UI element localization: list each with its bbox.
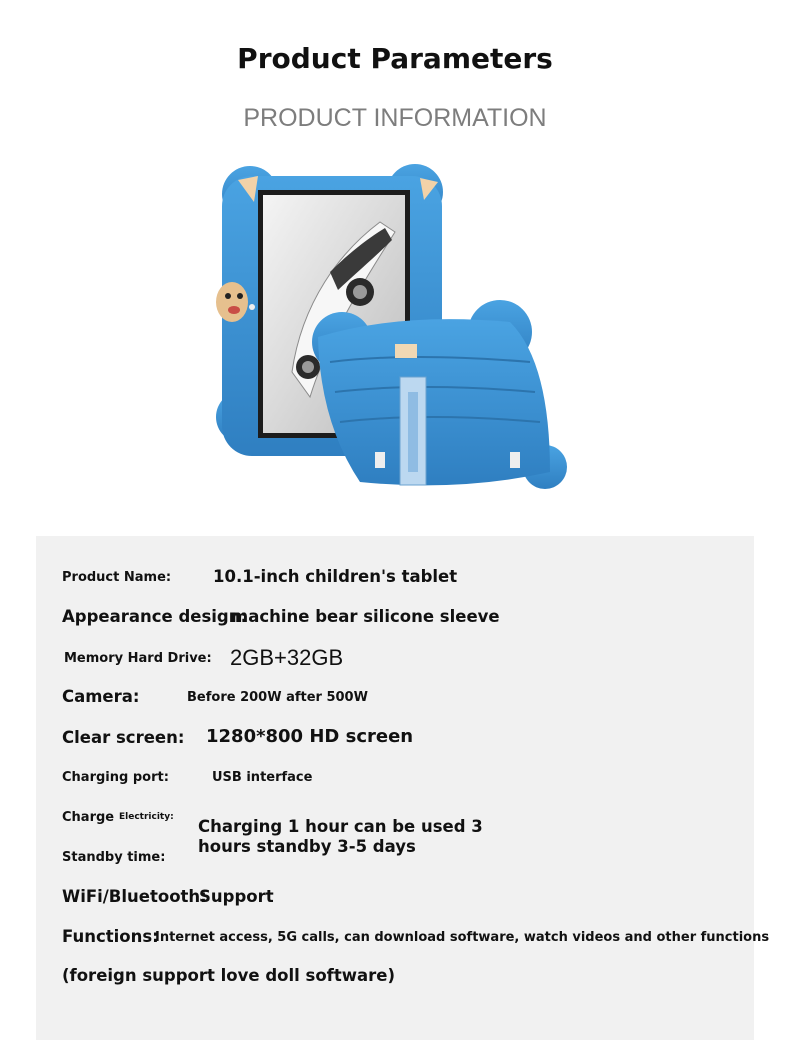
page-title: Product Parameters — [237, 42, 553, 75]
charging-port-value: USB interface — [212, 770, 313, 785]
appearance-value: machine bear silicone sleeve — [231, 607, 500, 626]
page-subtitle: PRODUCT INFORMATION — [243, 104, 547, 132]
wifi-value: Support — [199, 887, 274, 906]
product-name-label: Product Name: — [62, 570, 172, 585]
screen-value: 1280*800 HD screen — [206, 726, 414, 747]
standby-label: Standby time: — [62, 850, 166, 865]
memory-value: 2GB+32GB — [230, 645, 344, 670]
charge-value-line1: Charging 1 hour can be used 3 — [198, 817, 483, 836]
charge-value-line2: hours standby 3-5 days — [198, 837, 416, 856]
functions-label: Functions: — [62, 927, 159, 946]
back-sleeve — [312, 300, 567, 489]
product-name-value: 10.1-inch children's tablet — [213, 567, 458, 586]
appearance-label: Appearance design: — [62, 607, 248, 626]
functions-value: Internet access, 5G calls, can download software, watch videos and other functions — [155, 930, 770, 945]
camera-label: Camera: — [62, 687, 140, 706]
memory-label: Memory Hard Drive: — [64, 651, 212, 666]
screen-label: Clear screen: — [62, 728, 185, 747]
foreign-support-note: (foreign support love doll software) — [62, 966, 395, 985]
camera-value: Before 200W after 500W — [187, 690, 368, 705]
charging-port-label: Charging port: — [62, 770, 169, 785]
wifi-label: WiFi/Bluetooth: — [62, 887, 207, 906]
tablet-product-image — [210, 162, 580, 502]
charge-label: Charge — [62, 810, 115, 825]
electricity-label: Electricity: — [119, 812, 174, 822]
